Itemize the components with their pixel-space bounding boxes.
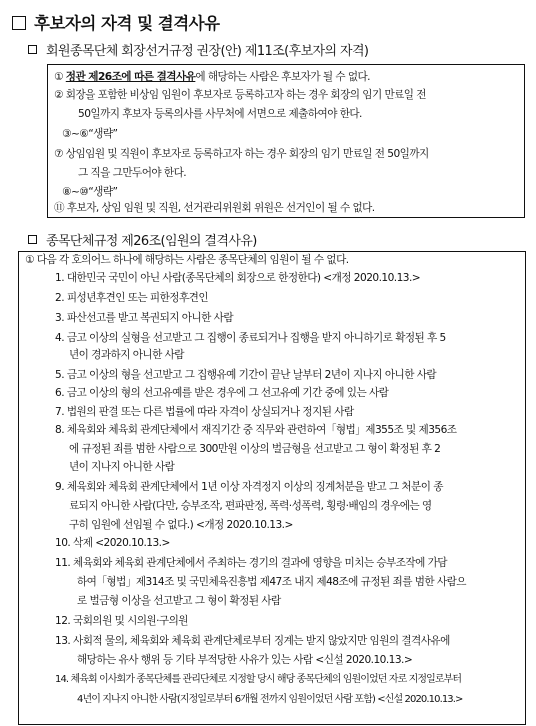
- regulation-line: 년이 경과하지 아니한 사람: [69, 349, 184, 361]
- regulation-line: 하여「형법」제314조 및 국민체육진흥법 제47조 내지 제48조에 규정된 죄를 범한 사람으: [77, 576, 466, 588]
- regulation-line: 료되지 아니한 사람(다만, 승부조작, 편파판정, 폭력·성폭력, 횡령·배임의 경우에는 영: [69, 500, 432, 512]
- regulation-line: 에 규정된 죄를 범한 사람으로 300만원 이상의 벌금형을 선고받고 그 형이 확정된 후 2: [69, 443, 441, 455]
- regulation-line: 5. 금고 이상의 형을 선고받고 그 집행유예 기간이 끝난 날부터 2년이 지나지 아니한 사람: [55, 369, 437, 381]
- regulation-line: 13. 사회적 물의, 체육회와 체육회 관계단체로부터 징계는 받지 않았지만 임원의 결격사유에: [55, 635, 450, 647]
- section2-heading: [28, 230, 257, 249]
- regulation-line: 1. 대한민국 국민이 아닌 사람(종목단체의 회장으로 한정한다) <개정 2020.10.13.>: [55, 272, 421, 284]
- page-title: [12, 10, 220, 34]
- regulation-line: 6. 금고 이상의 형의 선고유예를 받은 경우에 그 선고유예 기간 중에 있는 사람: [55, 387, 389, 399]
- section1-box: [47, 64, 525, 218]
- section2-box: [18, 251, 526, 725]
- regulation-line: 9. 체육회와 체육회 관계단체에서 1년 이상 자격정지 이상의 징계처분을 받고 그 처분이 종: [55, 481, 443, 493]
- item1-rest: 에 해당하는 사람은 후보자가 될 수 없다.: [195, 71, 371, 83]
- section1-heading: [28, 40, 368, 59]
- item1-underlined: 정관 제26조에 따른 결격사유: [65, 71, 196, 83]
- item2-line2: 50일까지 후보자 등록의사를 사무처에 서면으로 제출하여야 한다.: [78, 108, 362, 120]
- item11: ⑪ 후보자, 상임 임원 및 직원, 선거관리위원회 위원은 선거인이 될 수 없다.: [54, 202, 375, 214]
- omitted-items-1: ③~⑥“생략”: [62, 128, 118, 140]
- omitted-items-2: ⑧~⑩“생략”: [62, 186, 118, 198]
- regulation-line: 3. 파산선고를 받고 복권되지 아니한 사람: [55, 312, 234, 324]
- regulation-line: 해당하는 유사 행위 등 기타 부적당한 사유가 있는 사람 <신설 2020.10.13.>: [77, 654, 413, 666]
- regulation-line: 14. 체육회 이사회가 종목단체를 관리단체로 지정할 당시 해당 종목단체의 임원이었던 자로 지정일로부터: [55, 674, 462, 685]
- item1: ① 정관 제26조에 따른 결격사유에 해당하는 사람은 후보자가 될 수 없다.: [54, 71, 371, 83]
- regulation-line: 4년이 지나지 아니한 사람(지정일로부터 6개월 전까지 임원이었던 사람 포함) <신설 2020.10.13.>: [77, 694, 463, 705]
- item7-line2: 그 직을 그만두어야 한다.: [78, 167, 187, 179]
- regulation-line: 10. 삭제 <2020.10.13.>: [55, 537, 170, 549]
- section1-heading-text: 회원종목단체 회장선거규정 권장(안) 제11조(후보자의 자격): [46, 44, 369, 59]
- regulation-line: 년이 지나지 아니한 사람: [69, 461, 175, 473]
- item7-line1: ⑦ 상임임원 및 직원이 후보자로 등록하고자 하는 경우 회장의 임기 만료일 전 50일까지: [54, 148, 429, 160]
- regulation-line: 8. 체육회와 체육회 관계단체에서 재직기간 중 직무와 관련하여「형법」제355조 및 제356조: [55, 424, 457, 436]
- regulation-line: 12. 국회의원 및 시의원·구의원: [55, 615, 188, 627]
- regulation-line: 로 벌금형 이상을 선고받고 그 형이 확정된 사람: [77, 595, 281, 607]
- regulation-line: 7. 법원의 판결 또는 다른 법률에 따라 자격이 상실되거나 정지된 사람: [55, 406, 354, 418]
- page-title-text: 후보자의 자격 및 결격사유: [34, 14, 220, 33]
- regulation-line: 2. 피성년후견인 또는 피한정후견인: [55, 292, 209, 304]
- item2-line1: ② 회장을 포함한 비상임 임원이 후보자로 등록하고자 하는 경우 회장의 임기 만료일 전: [54, 89, 426, 101]
- regulation-line: 구히 임원에 선임될 수 없다.) <개정 2020.10.13.>: [69, 519, 293, 531]
- regulation-line: 4. 금고 이상의 실형을 선고받고 그 집행이 종료되거나 집행을 받지 아니하기로 확정된 후 5: [55, 332, 446, 344]
- section2-heading-text: 종목단체규정 제26조(임원의 결격사유): [46, 234, 257, 249]
- square-bullet-icon: [28, 235, 37, 244]
- square-bullet-icon: [28, 45, 37, 54]
- regulation-line: 11. 체육회와 체육회 관계단체에서 주최하는 경기의 결과에 영향을 미치는 승부조작에 가담: [55, 557, 447, 569]
- checkbox-icon: [12, 16, 26, 30]
- regulation-line: ① 다음 각 호의어느 하나에 해당하는 사람은 종목단체의 임원이 될 수 없다.: [25, 254, 349, 266]
